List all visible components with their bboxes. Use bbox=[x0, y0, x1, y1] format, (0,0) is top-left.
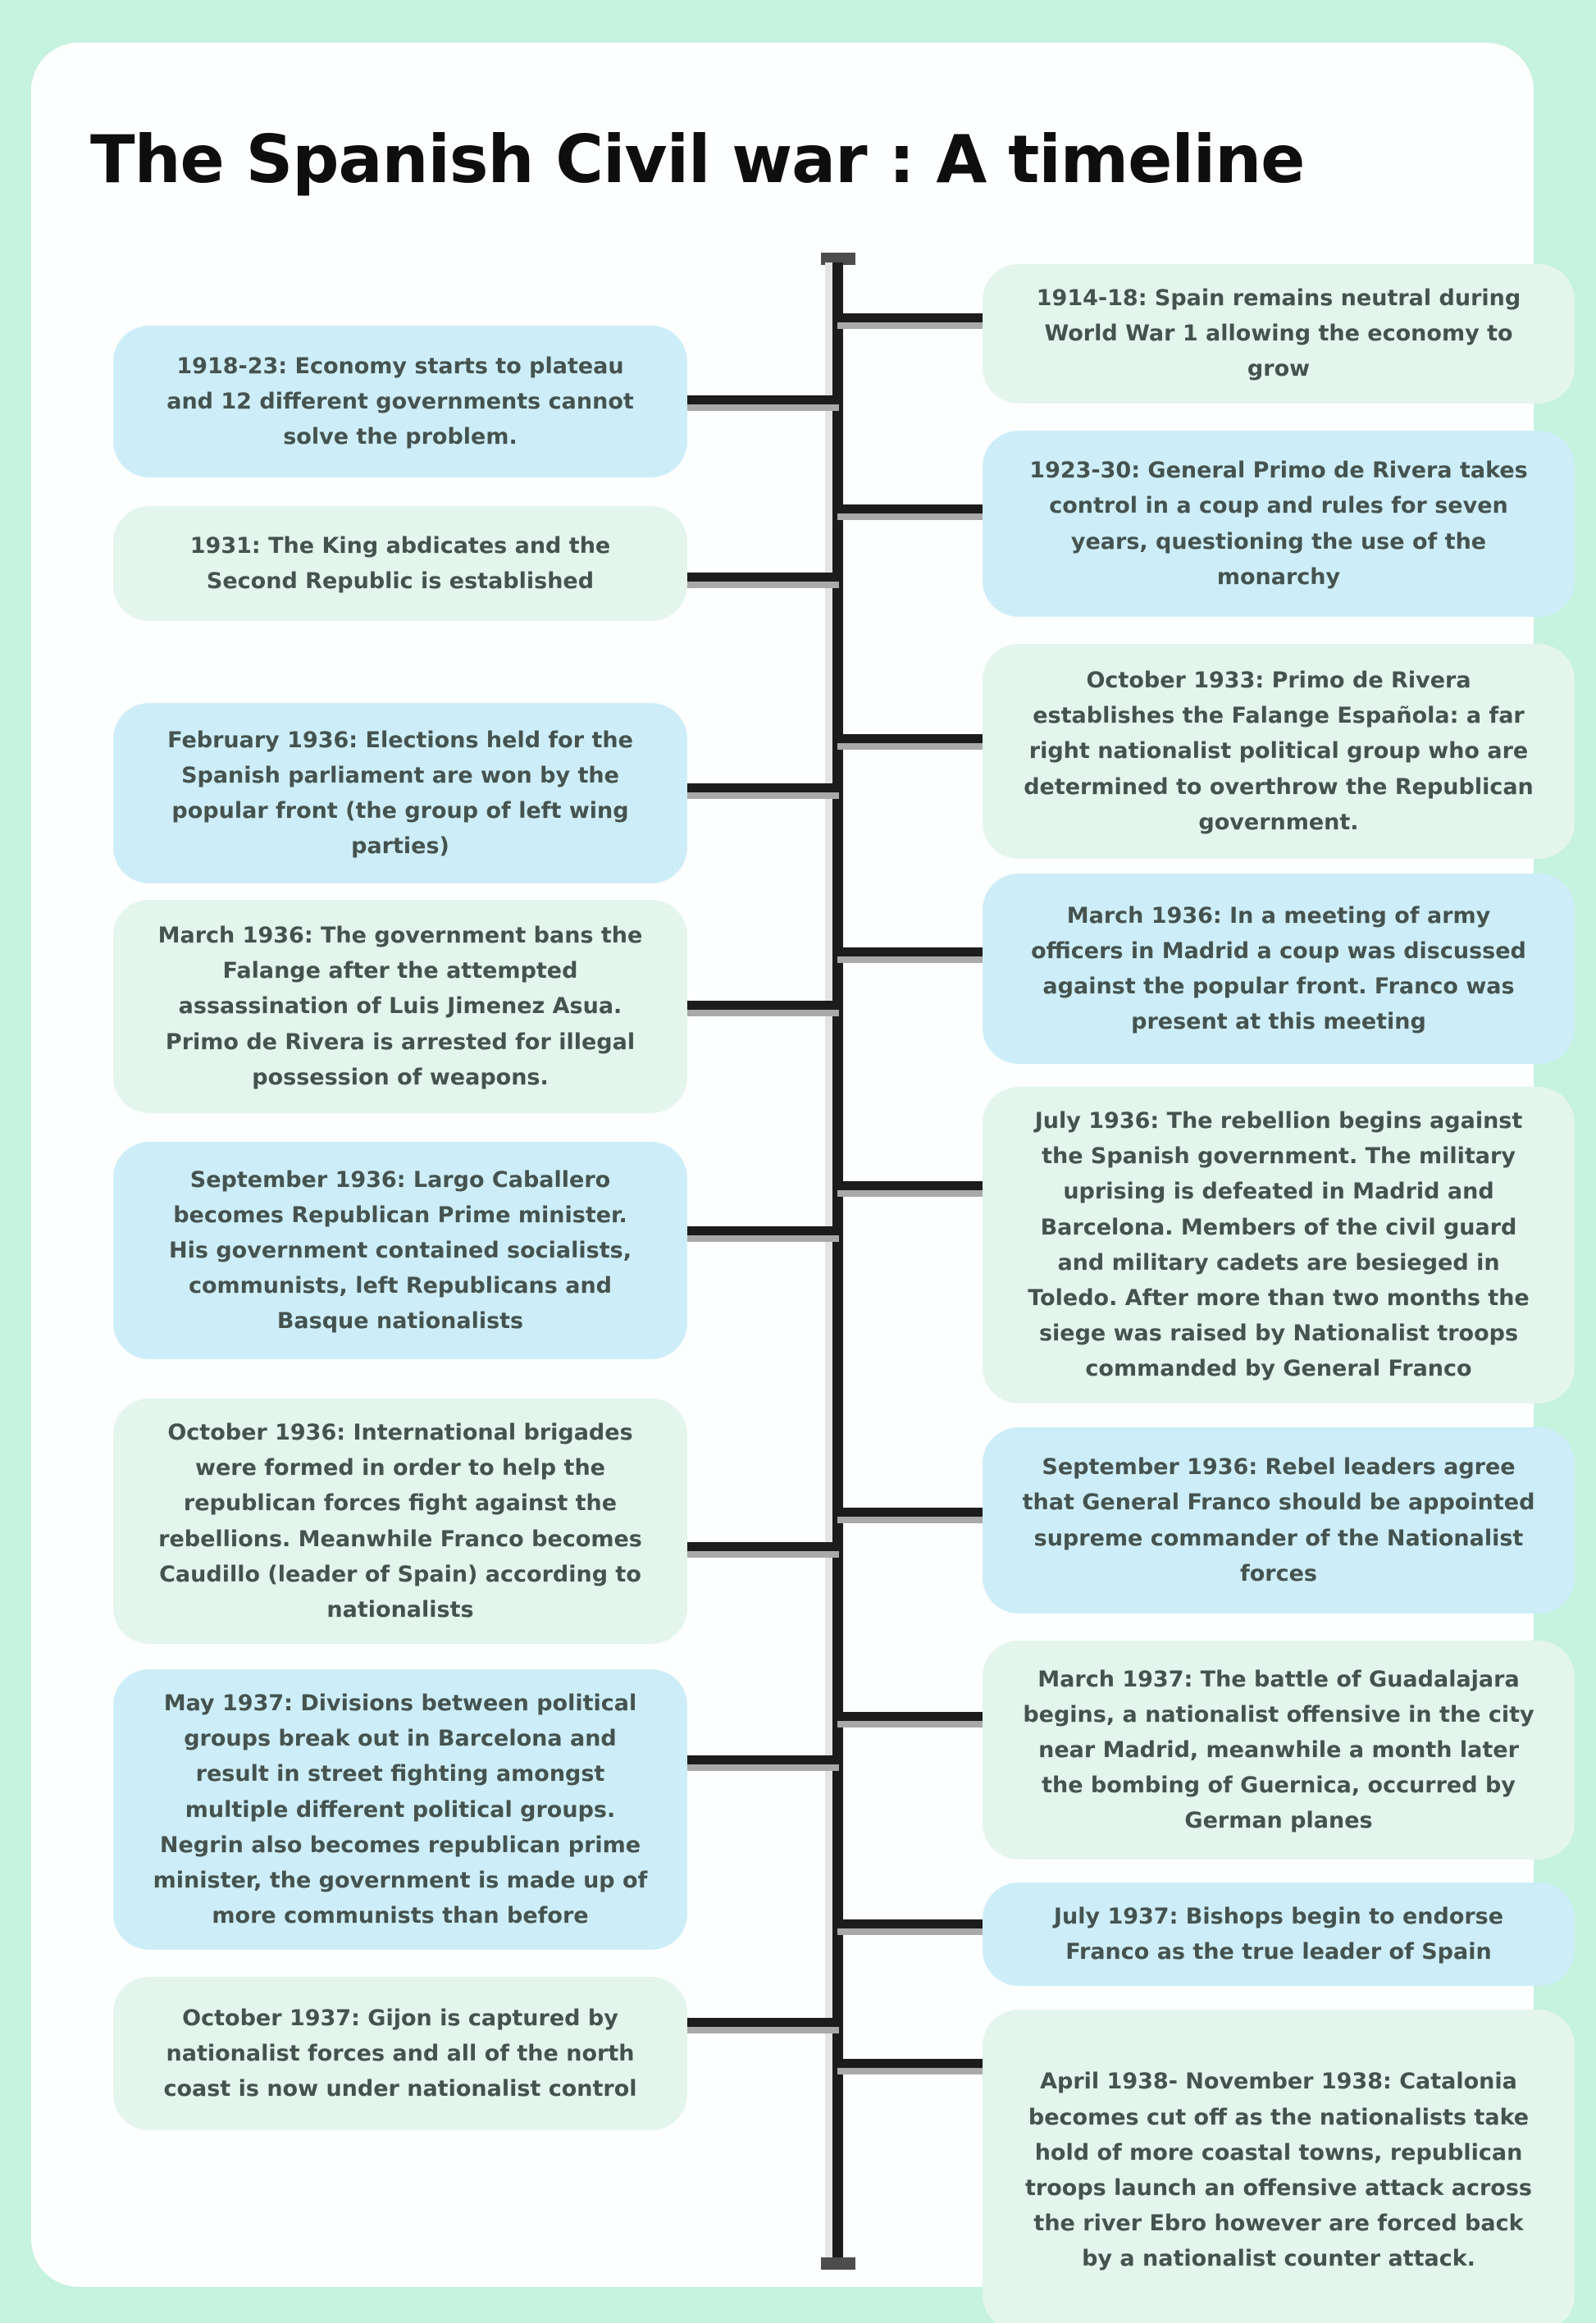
event-card-1914-18 bbox=[983, 264, 1575, 404]
event-text: April 1938- November 1938: Catalonia becomes cut off as the nationalists take hold of more coastal towns, republican troops launch an offensive attack across the river Ebro however are forced back by a nationalist counter attack. bbox=[1025, 2069, 1532, 2272]
event-text: May 1937: Divisions between political groups break out in Barcelona and result in street fighting amongst multiple different political groups. Negrin also becomes republican prime minister, the government is made up of more communists than before bbox=[153, 1691, 648, 1929]
event-card-mar-1936-right bbox=[983, 874, 1575, 1064]
event-text: 1914-18: Spain remains neutral during World War 1 allowing the economy to grow bbox=[1036, 285, 1521, 382]
event-text: July 1936: The rebellion begins against the Spanish government. The military uprising is defeated in Madrid and Barcelona. Members of the civil guard and military cadets are besieged in Toledo. After more than two months the siege was raised by Nationalist troops commanded by General Franco bbox=[1028, 1108, 1530, 1382]
event-text: July 1937: Bishops begin to endorse Franco as the true leader of Spain bbox=[1053, 1904, 1504, 1965]
timeline-connector bbox=[837, 1919, 998, 1928]
event-text: September 1936: Rebel leaders agree that General Franco should be appointed supreme commander of the Nationalist forces bbox=[1022, 1454, 1535, 1586]
event-card-sep-1936-right bbox=[983, 1427, 1575, 1613]
timeline-connector bbox=[682, 783, 839, 792]
event-text: October 1933: Primo de Rivera establishes the Falange Española: a far right nationalist political group who are determined to overthrow the Republican government. bbox=[1024, 668, 1534, 835]
event-text: March 1937: The battle of Guadalajara begins, a nationalist offensive in the city near Madrid, meanwhile a month later the bombing of Guernica, occurred by German planes bbox=[1023, 1666, 1534, 1834]
timeline-connector bbox=[682, 573, 839, 582]
event-card-jul-1936 bbox=[983, 1087, 1575, 1403]
event-text: October 1936: International brigades were formed in order to help the republican forces fight against the rebellions. Meanwhile Franco becomes Caudillo (leader of Spain) according to nationalists bbox=[158, 1420, 642, 1622]
event-card-1931 bbox=[113, 506, 687, 621]
event-card-oct-1933 bbox=[983, 644, 1575, 859]
event-card-mar-1937 bbox=[983, 1641, 1575, 1860]
event-card-sep-1936-left bbox=[113, 1142, 687, 1359]
timeline-connector bbox=[682, 1755, 839, 1764]
timeline-connector bbox=[837, 1508, 998, 1517]
timeline-connector bbox=[837, 1181, 998, 1190]
timeline-connector bbox=[682, 1226, 839, 1235]
timeline-axis bbox=[832, 262, 843, 2264]
page-title: The Spanish Civil war : A timeline bbox=[90, 121, 1305, 198]
event-text: October 1937: Gijon is captured by nationalist forces and all of the north coast is now under nationalist control bbox=[163, 2005, 637, 2102]
event-text: 1923-30: General Primo de Rivera takes control in a coup and rules for seven years, questioning the use of the monarchy bbox=[1029, 458, 1528, 590]
timeline-axis-bottom-cap bbox=[821, 2257, 855, 2270]
event-text: 1931: The King abdicates and the Second Republic is established bbox=[189, 532, 611, 594]
timeline-connector bbox=[837, 504, 998, 513]
timeline-connector bbox=[837, 313, 998, 322]
event-card-oct-1937 bbox=[113, 1977, 687, 2130]
event-text: September 1936: Largo Caballero becomes Republican Prime minister. His government contained socialists, communists, left Republicans and Basque nationalists bbox=[169, 1166, 632, 1335]
event-card-oct-1936 bbox=[113, 1399, 687, 1644]
timeline-connector bbox=[837, 2059, 998, 2068]
timeline-connector bbox=[837, 734, 998, 743]
timeline-connector bbox=[837, 1712, 998, 1721]
timeline-connector bbox=[682, 395, 839, 404]
timeline-connector bbox=[682, 2018, 839, 2027]
event-card-mar-1936-left bbox=[113, 900, 687, 1113]
event-text: February 1936: Elections held for the Spanish parliament are won by the popular front (the group of left wing parties) bbox=[167, 727, 633, 860]
poster-panel bbox=[31, 43, 1534, 2287]
event-card-jul-1937 bbox=[983, 1883, 1575, 1986]
event-text: March 1936: In a meeting of army officers in Madrid a coup was discussed against the popular front. Franco was present at this meeting bbox=[1031, 902, 1526, 1035]
event-card-apr-nov-1938 bbox=[983, 2010, 1575, 2323]
timeline-connector bbox=[682, 1542, 839, 1551]
event-card-feb-1936 bbox=[113, 703, 687, 883]
event-card-1923-30 bbox=[983, 431, 1575, 617]
event-text: 1918-23: Economy starts to plateau and 12 different governments cannot solve the problem. bbox=[166, 353, 634, 450]
timeline-connector bbox=[837, 947, 998, 956]
event-card-may-1937 bbox=[113, 1669, 687, 1950]
event-text: March 1936: The government bans the Falange after the attempted assassination of Luis Jimenez Asua. Primo de Rivera is arrested for illegal possession of weapons. bbox=[157, 923, 643, 1090]
event-card-1918-23 bbox=[113, 326, 687, 477]
timeline-connector bbox=[682, 1001, 839, 1010]
